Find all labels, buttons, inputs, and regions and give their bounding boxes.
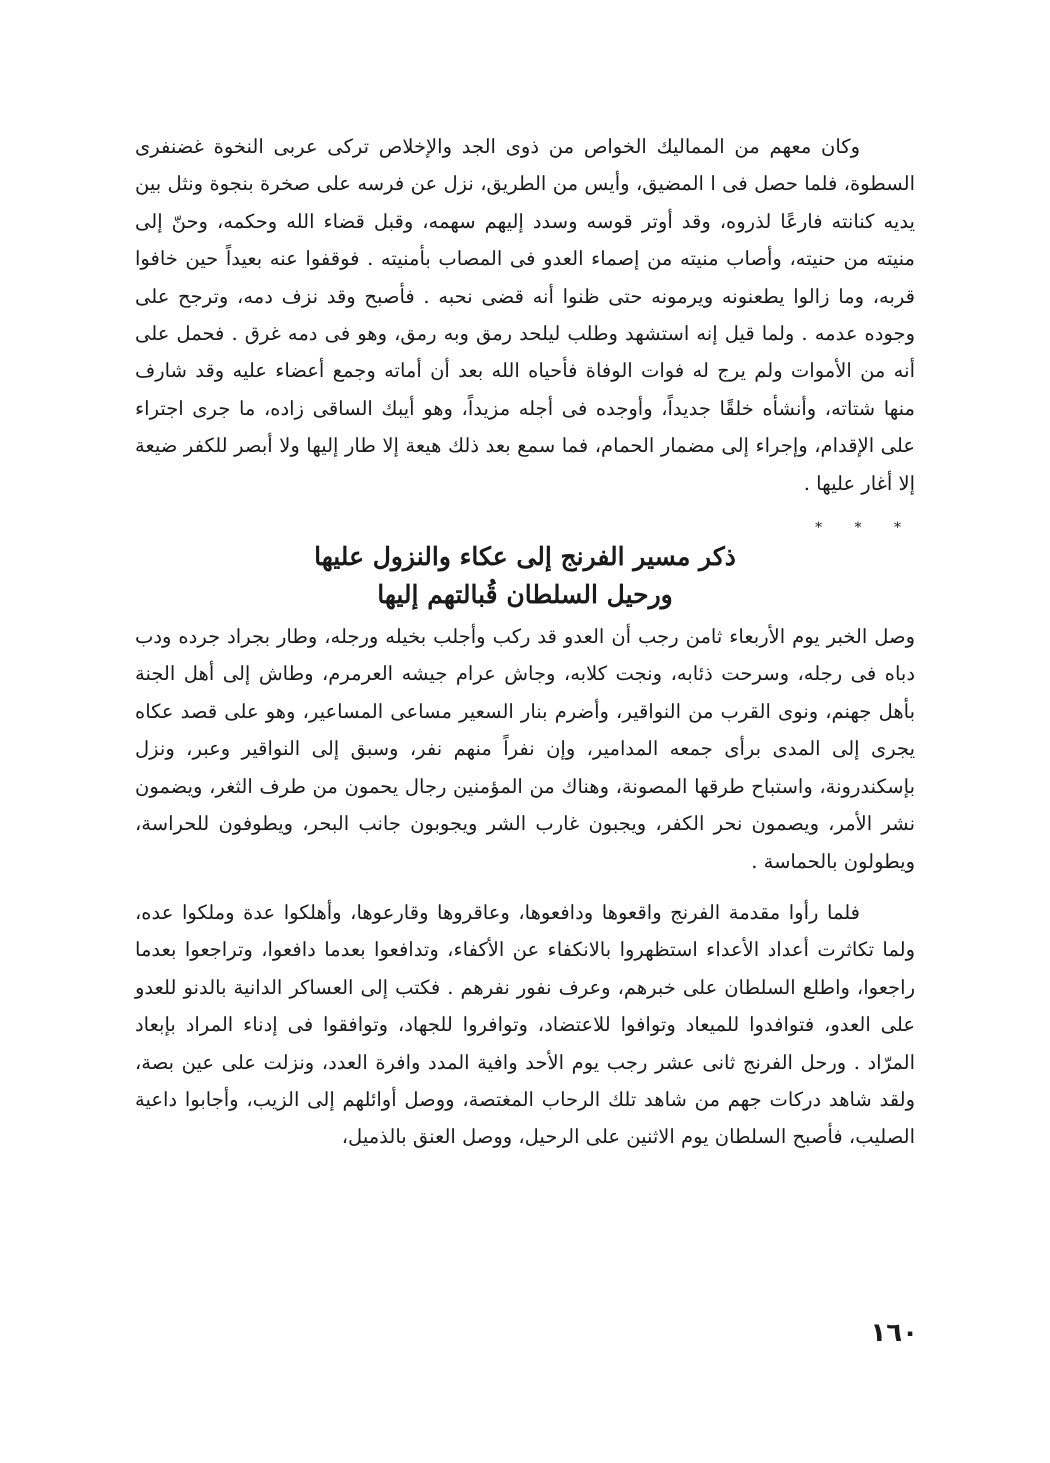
paragraph-2: وصل الخبر يوم الأربعاء ثامن رجب أن العدو قد ركب وأجلب بخيله ورجله، وطار بجراد جرده ودب دباه فى رجله، وسرحت ذئابه، ونجت كلابه، وجاش عرام جيشه العرمرم، وطاش إلى أهل الجنة بأهل جهنم، ونوى القرب من النواقير، وأضرم بنار السعير مساعى المساعير، وهو على قصد عكاه يجرى إلى المدى برأى جمعه المدامير، وإن نفراً منهم نفر، وسبق إلى النواقير وعبر، ونزل بإسكندرونة، واستباح طرقها المصونة، وهناك من المؤمنين رجال يحمون من طرف الثغر، ويضمون نشر الأمر، ويصمون نحر الكفر، ويجبون غارب الشر ويجوبون جانب البحر، ويطوفون للحراسة، ويطولون بالحماسة . [135, 625, 915, 873]
paragraph-3: فلما رأوا مقدمة الفرنج واقعوها ودافعوها، وعاقروها وقارعوها، وأهلكوا عدة وملكوا عده، ولما تكاثرت أعداد الأعداء استظهروا بالانكفاء عن الأكفاء، وتدافعوا بعدما دافعوا، وتراجعوا بعدما راجعوا، واطلع السلطان على خبرهم، وعرف نفور نفرهم . فكتب إلى العساكر الدانية بالدنو للعدو على العدو، فتوافدوا للميعاد وتوافوا للاعتضاد، وتوافروا للجهاد، وتوافقوا فى إدناء المراد بإبعاد المرّاد . ورحل الفرنج ثانى عشر رجب يوم الأحد وافية المدد وافرة العدد، ونزلت على عين بصة، ولقد شاهد دركات جهم من شاهد تلك الرحاب المغتصة، ووصل أوائلهم إلى الزيب، وأجابوا داعية الصليب، فأصبح السلطان يوم الاثنين على الرحيل، ووصل العنق بالذميل، [135, 900, 915, 1149]
heading-line-1: ذكر مسير الفرنج إلى عكاء والنزول عليها [314, 542, 736, 572]
section-heading [135, 538, 915, 614]
page-body [135, 128, 915, 1156]
heading-line-2: ورحيل السلطان قُبالتهم إليها [377, 580, 673, 610]
section-separator: * * * [815, 520, 915, 537]
page-number: ١٦٠ [870, 1318, 918, 1348]
paragraph-1: وكان معهم من المماليك الخواص من ذوى الجد والإخلاص تركى عربى النخوة غضنفرى السطوة، فلما حصل فى ا المضيق، وأيس من الطريق، نزل عن فرسه على صخرة بنجوة ونثل بين يديه كنانته فارعًا لذروه، وقد أوتر قوسه وسدد إليهم سهمه، وقبل قضاء الله وحكمه، وحنّ إلى منيته من حنيته، وأصاب منيته من إصماء العدو فى المصاب بأمنيته . فوقفوا عنه بعيداً حين خافوا قربه، وما زالوا يطعنونه ويرمونه حتى ظنوا أنه قضى نحبه . فأصبح وقد نزف دمه، وترجح على وجوده عدمه . ولما قيل إنه استشهد وطلب ليلحد رمق وبه رمق، وهو فى دمه غرق . فحمل على أنه من الأموات ولم يرج له فوات الوفاة فأحياه الله بعد أن أماته وجمع أعضاء عليه وقد شارف منها شتاته، وأنشأه خلقًا جديداً، وأوجده فى أجله مزيداً، وهو أيبك الساقى زاده، ما جرى اجتراء على الإقدام، وإجراء إلى مضمار الحمام، فما سمع بعد ذلك هيعة إلا طار إليها ولا أبصر للكفر ضيعة إلا أغار عليها . [135, 135, 915, 495]
